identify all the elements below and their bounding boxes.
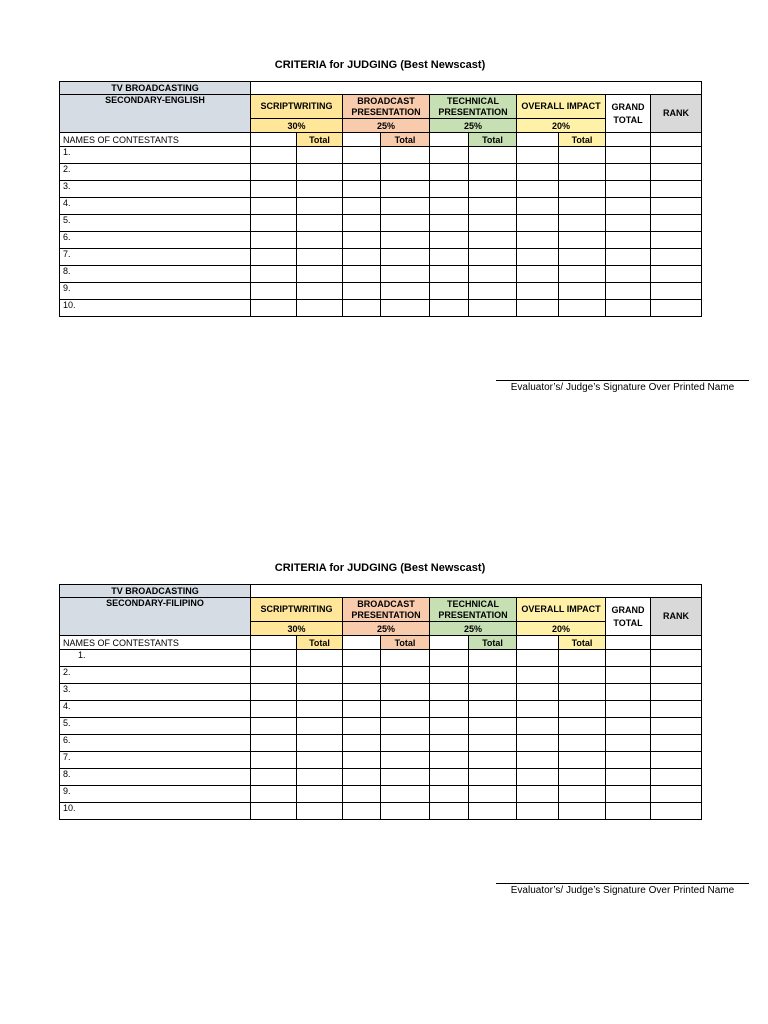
weight-technical-presentation: 25% <box>430 622 517 636</box>
score-cell[interactable] <box>381 786 430 803</box>
score-cell[interactable] <box>517 803 559 820</box>
score-cell[interactable] <box>251 181 297 198</box>
contestant-row <box>60 735 702 752</box>
score-cell[interactable] <box>469 752 517 769</box>
score-cell[interactable] <box>251 803 297 820</box>
rank-cell[interactable] <box>651 752 702 769</box>
grand-total-cell[interactable] <box>606 215 651 232</box>
grand-total-cell[interactable] <box>606 266 651 283</box>
rank-cell[interactable] <box>651 147 702 164</box>
score-cell[interactable] <box>430 232 469 249</box>
division-label: SECONDARY-FILIPINO <box>60 598 251 636</box>
score-cell[interactable] <box>343 164 381 181</box>
contestant-name-cell[interactable]: 8. <box>60 266 251 283</box>
rank-cell[interactable] <box>651 266 702 283</box>
weight-broadcast-presentation: 25% <box>343 622 430 636</box>
score-cell[interactable] <box>517 147 559 164</box>
score-cell[interactable] <box>251 133 297 147</box>
score-cell[interactable] <box>381 249 430 266</box>
rank-cell[interactable] <box>651 198 702 215</box>
score-cell[interactable] <box>430 164 469 181</box>
rank-cell[interactable] <box>651 650 702 667</box>
criteria-table <box>59 81 702 317</box>
score-cell[interactable] <box>381 650 430 667</box>
score-cell[interactable] <box>251 752 297 769</box>
score-cell[interactable] <box>559 215 606 232</box>
score-cell[interactable] <box>517 650 559 667</box>
grand-total-cell[interactable] <box>606 232 651 249</box>
contestant-name-cell[interactable]: 5. <box>60 718 251 735</box>
judging-form-english <box>59 58 735 393</box>
score-cell[interactable] <box>297 803 343 820</box>
grand-total-cell[interactable] <box>606 735 651 752</box>
contestant-name-cell[interactable]: 7. <box>60 752 251 769</box>
contestant-name-cell[interactable]: 6. <box>60 735 251 752</box>
score-cell[interactable] <box>297 283 343 300</box>
grand-total-cell[interactable] <box>606 198 651 215</box>
grand-total-cell[interactable] <box>606 803 651 820</box>
contestant-row <box>60 181 702 198</box>
contestant-name-cell[interactable]: 10. <box>60 803 251 820</box>
score-cell[interactable] <box>343 803 381 820</box>
rank-cell[interactable] <box>651 684 702 701</box>
score-cell[interactable] <box>381 266 430 283</box>
signature-line: Evaluator’s/ Judge’s Signature Over Printed Name <box>496 380 749 393</box>
header-blank <box>251 585 702 598</box>
score-cell[interactable] <box>430 684 469 701</box>
rank-cell[interactable] <box>651 232 702 249</box>
contestant-name-cell[interactable]: 6. <box>60 232 251 249</box>
criterion-broadcast-presentation: BROADCAST PRESENTATION <box>343 598 430 622</box>
score-cell[interactable] <box>251 718 297 735</box>
score-cell[interactable] <box>559 752 606 769</box>
criterion-scriptwriting: SCRIPTWRITING <box>251 598 343 622</box>
score-cell[interactable] <box>430 769 469 786</box>
category-label: TV BROADCASTING <box>60 82 251 95</box>
rank-cell[interactable] <box>651 718 702 735</box>
score-cell[interactable] <box>251 650 297 667</box>
contestant-row <box>60 215 702 232</box>
score-cell[interactable] <box>297 650 343 667</box>
score-cell[interactable] <box>469 684 517 701</box>
score-cell[interactable] <box>430 198 469 215</box>
score-cell[interactable] <box>517 133 559 147</box>
score-cell[interactable] <box>430 133 469 147</box>
weight-scriptwriting: 30% <box>251 119 343 133</box>
score-cell[interactable] <box>469 786 517 803</box>
weight-broadcast-presentation: 25% <box>343 119 430 133</box>
score-cell[interactable] <box>381 215 430 232</box>
score-cell[interactable] <box>559 198 606 215</box>
criterion-technical-presentation: TECHNICAL PRESENTATION <box>430 95 517 119</box>
score-cell[interactable] <box>517 667 559 684</box>
total-header-scriptwriting: Total <box>297 636 343 650</box>
score-cell[interactable] <box>297 667 343 684</box>
score-cell[interactable] <box>381 181 430 198</box>
rank-cell[interactable] <box>651 636 702 650</box>
score-cell[interactable] <box>381 232 430 249</box>
grand-total-cell[interactable] <box>606 249 651 266</box>
contestant-row <box>60 147 702 164</box>
score-cell[interactable] <box>251 636 297 650</box>
score-cell[interactable] <box>381 300 430 317</box>
score-cell[interactable] <box>297 735 343 752</box>
score-cell[interactable] <box>297 215 343 232</box>
rank-cell[interactable] <box>651 667 702 684</box>
score-cell[interactable] <box>297 786 343 803</box>
score-cell[interactable] <box>517 283 559 300</box>
score-cell[interactable] <box>559 684 606 701</box>
contestant-row <box>60 769 702 786</box>
score-cell[interactable] <box>251 786 297 803</box>
contestant-row <box>60 232 702 249</box>
contestant-row <box>60 752 702 769</box>
score-cell[interactable] <box>381 701 430 718</box>
grand-total-cell[interactable] <box>606 667 651 684</box>
score-cell[interactable] <box>469 198 517 215</box>
category-label: TV BROADCASTING <box>60 585 251 598</box>
weight-technical-presentation: 25% <box>430 119 517 133</box>
score-cell[interactable] <box>517 198 559 215</box>
score-cell[interactable] <box>297 769 343 786</box>
score-cell[interactable] <box>469 718 517 735</box>
contestant-rows <box>60 650 702 820</box>
score-cell[interactable] <box>297 249 343 266</box>
score-cell[interactable] <box>559 667 606 684</box>
rank-cell[interactable] <box>651 769 702 786</box>
score-cell[interactable] <box>559 249 606 266</box>
contestant-row <box>60 667 702 684</box>
grand-total-cell[interactable] <box>606 718 651 735</box>
contestant-row <box>60 300 702 317</box>
names-of-contestants-header: NAMES OF CONTESTANTS <box>60 133 251 147</box>
score-cell[interactable] <box>297 266 343 283</box>
score-cell[interactable] <box>343 650 381 667</box>
grand-total-cell[interactable] <box>606 283 651 300</box>
score-cell[interactable] <box>430 636 469 650</box>
contestant-row <box>60 684 702 701</box>
score-cell[interactable] <box>517 300 559 317</box>
score-cell[interactable] <box>251 232 297 249</box>
criterion-technical-presentation: TECHNICAL PRESENTATION <box>430 598 517 622</box>
score-cell[interactable] <box>469 164 517 181</box>
contestant-rows <box>60 147 702 317</box>
score-cell[interactable] <box>251 283 297 300</box>
grand-total-cell[interactable] <box>606 752 651 769</box>
contestant-name-cell[interactable]: 3. <box>60 684 251 701</box>
contestant-name-cell[interactable]: 3. <box>60 181 251 198</box>
score-cell[interactable] <box>343 735 381 752</box>
rank-cell[interactable] <box>651 249 702 266</box>
score-cell[interactable] <box>430 803 469 820</box>
score-cell[interactable] <box>381 147 430 164</box>
rank-cell[interactable] <box>651 786 702 803</box>
score-cell[interactable] <box>251 701 297 718</box>
contestant-name-cell[interactable]: 1. <box>60 147 251 164</box>
total-header-scriptwriting: Total <box>297 133 343 147</box>
score-cell[interactable] <box>430 786 469 803</box>
score-cell[interactable] <box>251 300 297 317</box>
weight-overall-impact: 20% <box>517 119 606 133</box>
score-cell[interactable] <box>430 701 469 718</box>
score-cell[interactable] <box>343 636 381 650</box>
score-cell[interactable] <box>469 266 517 283</box>
score-cell[interactable] <box>469 769 517 786</box>
contestant-name-cell[interactable]: 2. <box>60 667 251 684</box>
score-cell[interactable] <box>559 718 606 735</box>
grand-total-cell[interactable] <box>606 769 651 786</box>
score-cell[interactable] <box>469 215 517 232</box>
score-cell[interactable] <box>430 283 469 300</box>
score-cell[interactable] <box>343 147 381 164</box>
criteria-table <box>59 584 702 820</box>
rank-cell[interactable] <box>651 164 702 181</box>
score-cell[interactable] <box>381 735 430 752</box>
grand-total-cell[interactable] <box>606 786 651 803</box>
score-cell[interactable] <box>517 718 559 735</box>
score-cell[interactable] <box>517 786 559 803</box>
contestant-row <box>60 718 702 735</box>
score-cell[interactable] <box>251 667 297 684</box>
score-cell[interactable] <box>469 283 517 300</box>
rank-cell[interactable] <box>651 300 702 317</box>
contestant-row <box>60 164 702 181</box>
score-cell[interactable] <box>297 164 343 181</box>
score-cell[interactable] <box>517 215 559 232</box>
score-cell[interactable] <box>469 735 517 752</box>
score-cell[interactable] <box>430 650 469 667</box>
score-cell[interactable] <box>343 769 381 786</box>
criterion-scriptwriting: SCRIPTWRITING <box>251 95 343 119</box>
contestant-name-cell[interactable]: 8. <box>60 769 251 786</box>
weight-overall-impact: 20% <box>517 622 606 636</box>
score-cell[interactable] <box>430 147 469 164</box>
score-cell[interactable] <box>343 266 381 283</box>
score-cell[interactable] <box>251 164 297 181</box>
rank-header: RANK <box>651 95 702 133</box>
grand-total-header: GRAND TOTAL <box>606 598 651 636</box>
score-cell[interactable] <box>469 232 517 249</box>
header-blank <box>251 82 702 95</box>
total-header-technical: Total <box>469 133 517 147</box>
score-cell[interactable] <box>559 769 606 786</box>
score-cell[interactable] <box>343 300 381 317</box>
score-cell[interactable] <box>297 684 343 701</box>
score-cell[interactable] <box>430 735 469 752</box>
score-cell[interactable] <box>251 769 297 786</box>
score-cell[interactable] <box>430 752 469 769</box>
score-cell[interactable] <box>297 701 343 718</box>
score-cell[interactable] <box>559 701 606 718</box>
score-cell[interactable] <box>517 735 559 752</box>
score-cell[interactable] <box>559 735 606 752</box>
contestant-name-cell[interactable]: 10. <box>60 300 251 317</box>
contestant-row <box>60 249 702 266</box>
score-cell[interactable] <box>297 147 343 164</box>
score-cell[interactable] <box>297 181 343 198</box>
score-cell[interactable] <box>559 164 606 181</box>
total-header-overall: Total <box>559 133 606 147</box>
rank-cell[interactable] <box>651 283 702 300</box>
score-cell[interactable] <box>559 300 606 317</box>
criterion-overall-impact: OVERALL IMPACT <box>517 598 606 622</box>
contestant-name-cell[interactable]: 4. <box>60 198 251 215</box>
score-cell[interactable] <box>251 198 297 215</box>
score-cell[interactable] <box>517 684 559 701</box>
rank-cell[interactable] <box>651 735 702 752</box>
rank-cell[interactable] <box>651 701 702 718</box>
form-title: CRITERIA for JUDGING (Best Newscast) <box>274 59 486 71</box>
score-cell[interactable] <box>381 684 430 701</box>
score-cell[interactable] <box>469 803 517 820</box>
score-cell[interactable] <box>381 198 430 215</box>
score-cell[interactable] <box>381 718 430 735</box>
rank-cell[interactable] <box>651 133 702 147</box>
score-cell[interactable] <box>297 718 343 735</box>
grand-total-cell[interactable] <box>606 133 651 147</box>
contestant-name-cell[interactable]: 5. <box>60 215 251 232</box>
rank-cell[interactable] <box>651 803 702 820</box>
score-cell[interactable] <box>381 667 430 684</box>
score-cell[interactable] <box>297 752 343 769</box>
score-cell[interactable] <box>251 147 297 164</box>
division-label: SECONDARY-ENGLISH <box>60 95 251 133</box>
score-cell[interactable] <box>430 300 469 317</box>
score-cell[interactable] <box>559 650 606 667</box>
total-header-technical: Total <box>469 636 517 650</box>
score-cell[interactable] <box>297 232 343 249</box>
contestant-name-cell[interactable]: 7. <box>60 249 251 266</box>
grand-total-cell[interactable] <box>606 650 651 667</box>
score-cell[interactable] <box>559 147 606 164</box>
contestant-row <box>60 803 702 820</box>
weight-scriptwriting: 30% <box>251 622 343 636</box>
total-header-broadcast: Total <box>381 133 430 147</box>
score-cell[interactable] <box>430 181 469 198</box>
grand-total-cell[interactable] <box>606 181 651 198</box>
contestant-row <box>60 650 702 667</box>
score-cell[interactable] <box>343 718 381 735</box>
score-cell[interactable] <box>343 684 381 701</box>
criterion-overall-impact: OVERALL IMPACT <box>517 95 606 119</box>
score-cell[interactable] <box>517 249 559 266</box>
score-cell[interactable] <box>559 786 606 803</box>
score-cell[interactable] <box>381 283 430 300</box>
rank-header: RANK <box>651 598 702 636</box>
score-cell[interactable] <box>469 249 517 266</box>
score-cell[interactable] <box>381 752 430 769</box>
score-cell[interactable] <box>559 266 606 283</box>
score-cell[interactable] <box>343 667 381 684</box>
contestant-row <box>60 266 702 283</box>
total-header-overall: Total <box>559 636 606 650</box>
contestant-name-cell[interactable]: 4. <box>60 701 251 718</box>
contestant-name-cell[interactable]: 2. <box>60 164 251 181</box>
score-cell[interactable] <box>251 215 297 232</box>
contestant-row <box>60 283 702 300</box>
score-cell[interactable] <box>251 266 297 283</box>
score-cell[interactable] <box>517 752 559 769</box>
score-cell[interactable] <box>343 198 381 215</box>
grand-total-cell[interactable] <box>606 701 651 718</box>
score-cell[interactable] <box>517 181 559 198</box>
score-cell[interactable] <box>559 232 606 249</box>
score-cell[interactable] <box>343 786 381 803</box>
score-cell[interactable] <box>469 300 517 317</box>
score-cell[interactable] <box>517 266 559 283</box>
score-cell[interactable] <box>430 249 469 266</box>
score-cell[interactable] <box>517 769 559 786</box>
contestant-row <box>60 701 702 718</box>
score-cell[interactable] <box>559 803 606 820</box>
score-cell[interactable] <box>251 684 297 701</box>
score-cell[interactable] <box>343 181 381 198</box>
score-cell[interactable] <box>430 266 469 283</box>
grand-total-cell[interactable] <box>606 684 651 701</box>
score-cell[interactable] <box>559 283 606 300</box>
score-cell[interactable] <box>343 215 381 232</box>
rank-cell[interactable] <box>651 215 702 232</box>
score-cell[interactable] <box>297 300 343 317</box>
score-cell[interactable] <box>517 232 559 249</box>
names-of-contestants-header: NAMES OF CONTESTANTS <box>60 636 251 650</box>
form-title: CRITERIA for JUDGING (Best Newscast) <box>274 562 486 574</box>
contestant-name-cell[interactable]: 1. <box>60 650 251 667</box>
score-cell[interactable] <box>343 752 381 769</box>
score-cell[interactable] <box>430 718 469 735</box>
score-cell[interactable] <box>469 181 517 198</box>
score-cell[interactable] <box>469 701 517 718</box>
score-cell[interactable] <box>430 667 469 684</box>
total-header-broadcast: Total <box>381 636 430 650</box>
contestant-row <box>60 786 702 803</box>
grand-total-header: GRAND TOTAL <box>606 95 651 133</box>
score-cell[interactable] <box>343 232 381 249</box>
score-cell[interactable] <box>517 164 559 181</box>
score-cell[interactable] <box>381 803 430 820</box>
score-cell[interactable] <box>381 164 430 181</box>
score-cell[interactable] <box>343 133 381 147</box>
score-cell[interactable] <box>517 701 559 718</box>
score-cell[interactable] <box>469 147 517 164</box>
score-cell[interactable] <box>469 650 517 667</box>
contestant-row <box>60 198 702 215</box>
grand-total-cell[interactable] <box>606 147 651 164</box>
grand-total-cell[interactable] <box>606 164 651 181</box>
grand-total-cell[interactable] <box>606 636 651 650</box>
score-cell[interactable] <box>430 215 469 232</box>
score-cell[interactable] <box>343 283 381 300</box>
signature-line: Evaluator’s/ Judge’s Signature Over Printed Name <box>496 883 749 896</box>
score-cell[interactable] <box>559 181 606 198</box>
grand-total-cell[interactable] <box>606 300 651 317</box>
score-cell[interactable] <box>251 249 297 266</box>
score-cell[interactable] <box>517 636 559 650</box>
score-cell[interactable] <box>297 198 343 215</box>
judging-form-filipino <box>59 561 735 896</box>
score-cell[interactable] <box>343 701 381 718</box>
score-cell[interactable] <box>469 667 517 684</box>
contestant-name-cell[interactable]: 9. <box>60 283 251 300</box>
score-cell[interactable] <box>343 249 381 266</box>
score-cell[interactable] <box>381 769 430 786</box>
contestant-name-cell[interactable]: 9. <box>60 786 251 803</box>
rank-cell[interactable] <box>651 181 702 198</box>
criterion-broadcast-presentation: BROADCAST PRESENTATION <box>343 95 430 119</box>
score-cell[interactable] <box>251 735 297 752</box>
